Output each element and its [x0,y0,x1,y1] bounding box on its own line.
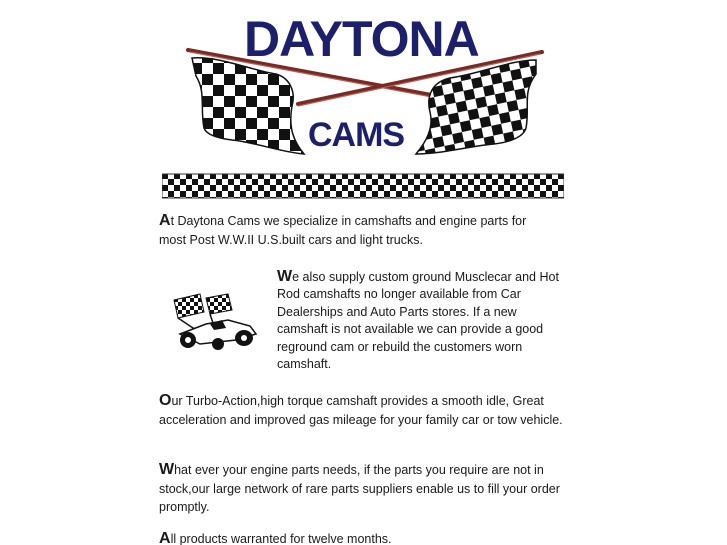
logo-title: DAYTONA [244,11,479,67]
paragraph-text: e also supply custom ground Musclecar and Hot Rod camshafts no longer available from Car Dealerships and Auto Parts stores. If a new camshaft is not available we can provide a good reground cam or rebuild the customers worn camshaft. [277,270,559,372]
paragraph-text: ll products warranted for twelve months. [170,532,392,545]
checkered-divider [162,173,564,199]
paragraph-text: hat ever your engine parts needs, if the parts you require are not in stock,our large network of rare parts suppliers enable us to fill your order promptly. [159,463,560,515]
paragraph-text: t Daytona Cams we specialize in camshafts and engine parts for most Post W.W.II U.S.built cars and light trucks. [159,214,527,247]
drop-cap: A [159,212,171,229]
custom-ground-paragraph [277,268,562,373]
turbo-action-paragraph [159,392,569,429]
race-car-image [166,290,264,352]
daytona-cams-logo[interactable] [180,8,550,168]
drop-cap: W [159,461,175,478]
paragraph-text: ur Turbo-Action,high torque camshaft provides a smooth idle, Great acceleration and improved gas mileage for your family car or tow vehicle. [159,394,563,427]
drop-cap: A [159,530,171,545]
parts-supply-paragraph [159,461,569,517]
drop-cap: O [159,392,172,409]
warranty-paragraph [159,530,559,545]
logo-subtitle: CAMS [308,116,405,154]
intro-paragraph [159,212,554,249]
drop-cap: W [277,268,293,285]
